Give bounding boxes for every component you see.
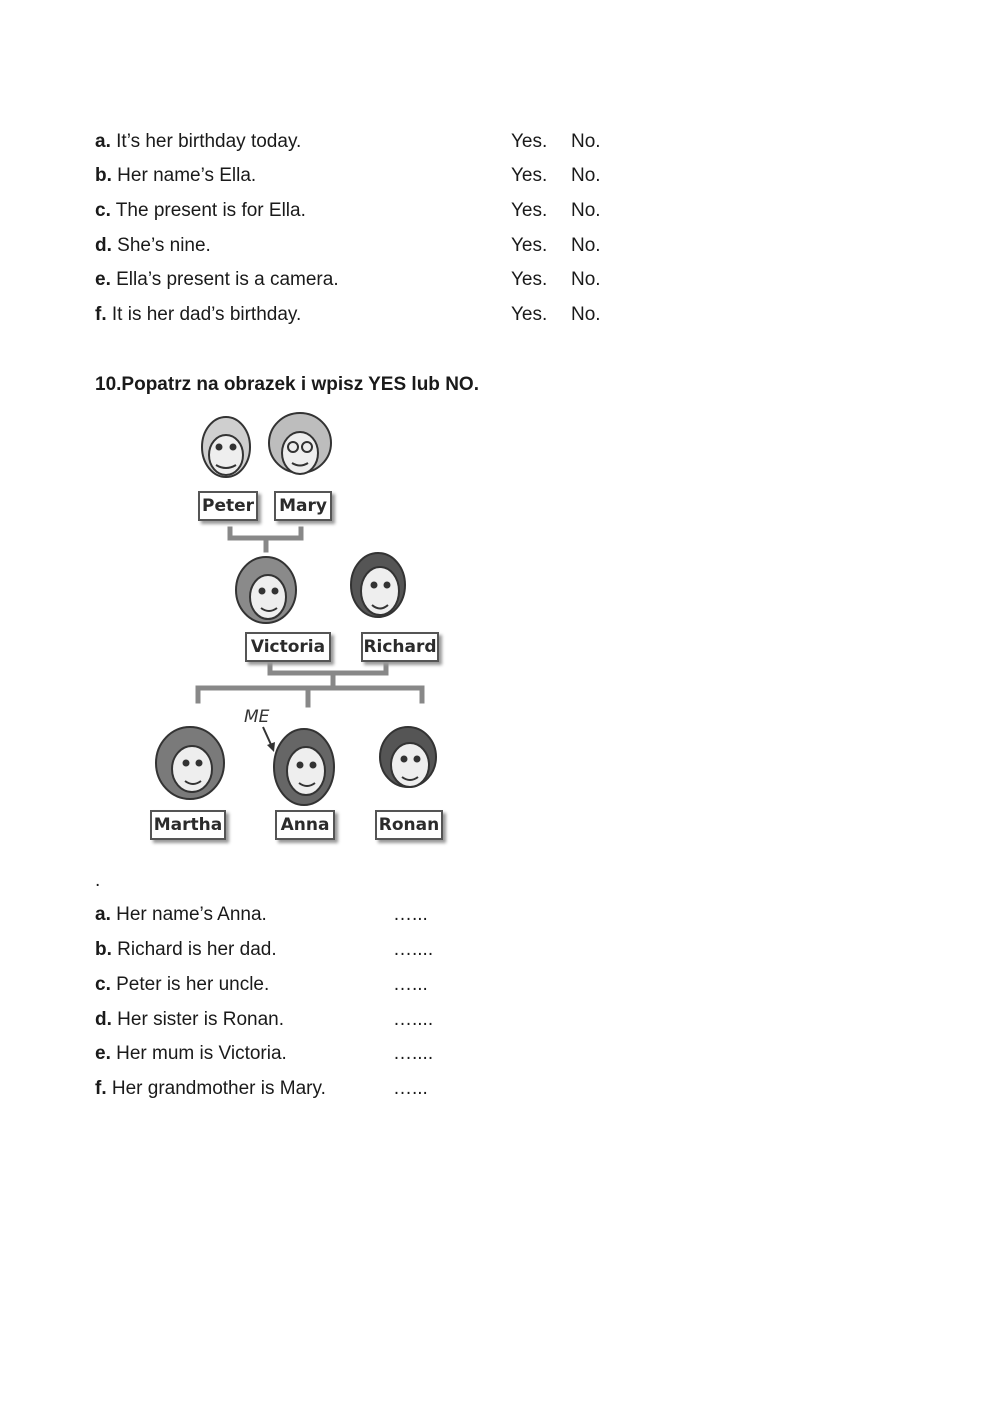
statement-c: c. The present is for Ella. — [95, 200, 306, 221]
victoria-face-icon — [236, 557, 296, 623]
me-label: ME — [244, 707, 270, 727]
name-label-richard: Richard — [361, 632, 439, 662]
statement-a: a. Her name’s Anna. — [95, 904, 267, 925]
answer-blank[interactable]: ….... — [393, 1009, 434, 1030]
no-option[interactable]: No. — [571, 235, 601, 256]
no-option[interactable]: No. — [571, 165, 601, 186]
statement-b: b. Richard is her dad. — [95, 939, 277, 960]
statement-e: e. Her mum is Victoria. — [95, 1043, 287, 1064]
no-option[interactable]: No. — [571, 304, 601, 325]
no-option[interactable]: No. — [571, 200, 601, 221]
yes-option[interactable]: Yes. — [511, 131, 548, 152]
answer-blank[interactable]: ….... — [393, 939, 434, 960]
statement-d: d. Her sister is Ronan. — [95, 1009, 285, 1030]
statement-b: b. Her name’s Ella. — [95, 165, 257, 186]
name-label-ronan: Ronan — [375, 810, 443, 840]
exercise-heading: 10.Popatrz na obrazek i wpisz YES lub NO. — [95, 374, 479, 395]
statement-f: f. It is her dad’s birthday. — [95, 304, 302, 325]
statement-e: e. Ella’s present is a camera. — [95, 269, 339, 290]
statement-c: c. Peter is her uncle. — [95, 974, 270, 995]
no-option[interactable]: No. — [571, 269, 601, 290]
peter-face-icon — [202, 417, 250, 477]
answer-blank[interactable]: …... — [393, 1078, 428, 1099]
yes-option[interactable]: Yes. — [511, 200, 548, 221]
yes-option[interactable]: Yes. — [511, 269, 548, 290]
statement-d: d. She’s nine. — [95, 235, 211, 256]
name-label-peter: Peter — [198, 491, 258, 521]
family-tree-illustration — [130, 405, 466, 855]
anna-face-icon — [274, 729, 334, 805]
separator-dot: . — [95, 870, 101, 891]
name-label-mary: Mary — [274, 491, 332, 521]
statement-f: f. Her grandmother is Mary. — [95, 1078, 326, 1099]
martha-face-icon — [156, 727, 224, 799]
yes-option[interactable]: Yes. — [511, 304, 548, 325]
answer-blank[interactable]: …... — [393, 904, 428, 925]
no-option[interactable]: No. — [571, 131, 601, 152]
answer-blank[interactable]: ….... — [393, 1043, 434, 1064]
family-tree-drawing — [130, 405, 466, 855]
yes-option[interactable]: Yes. — [511, 235, 548, 256]
name-label-victoria: Victoria — [245, 632, 331, 662]
mary-face-icon — [269, 413, 331, 474]
name-label-martha: Martha — [150, 810, 226, 840]
statement-a: a. It’s her birthday today. — [95, 131, 302, 152]
answer-blank[interactable]: …... — [393, 974, 428, 995]
ronan-face-icon — [380, 727, 436, 787]
richard-face-icon — [351, 553, 405, 617]
yes-option[interactable]: Yes. — [511, 165, 548, 186]
name-label-anna: Anna — [275, 810, 335, 840]
